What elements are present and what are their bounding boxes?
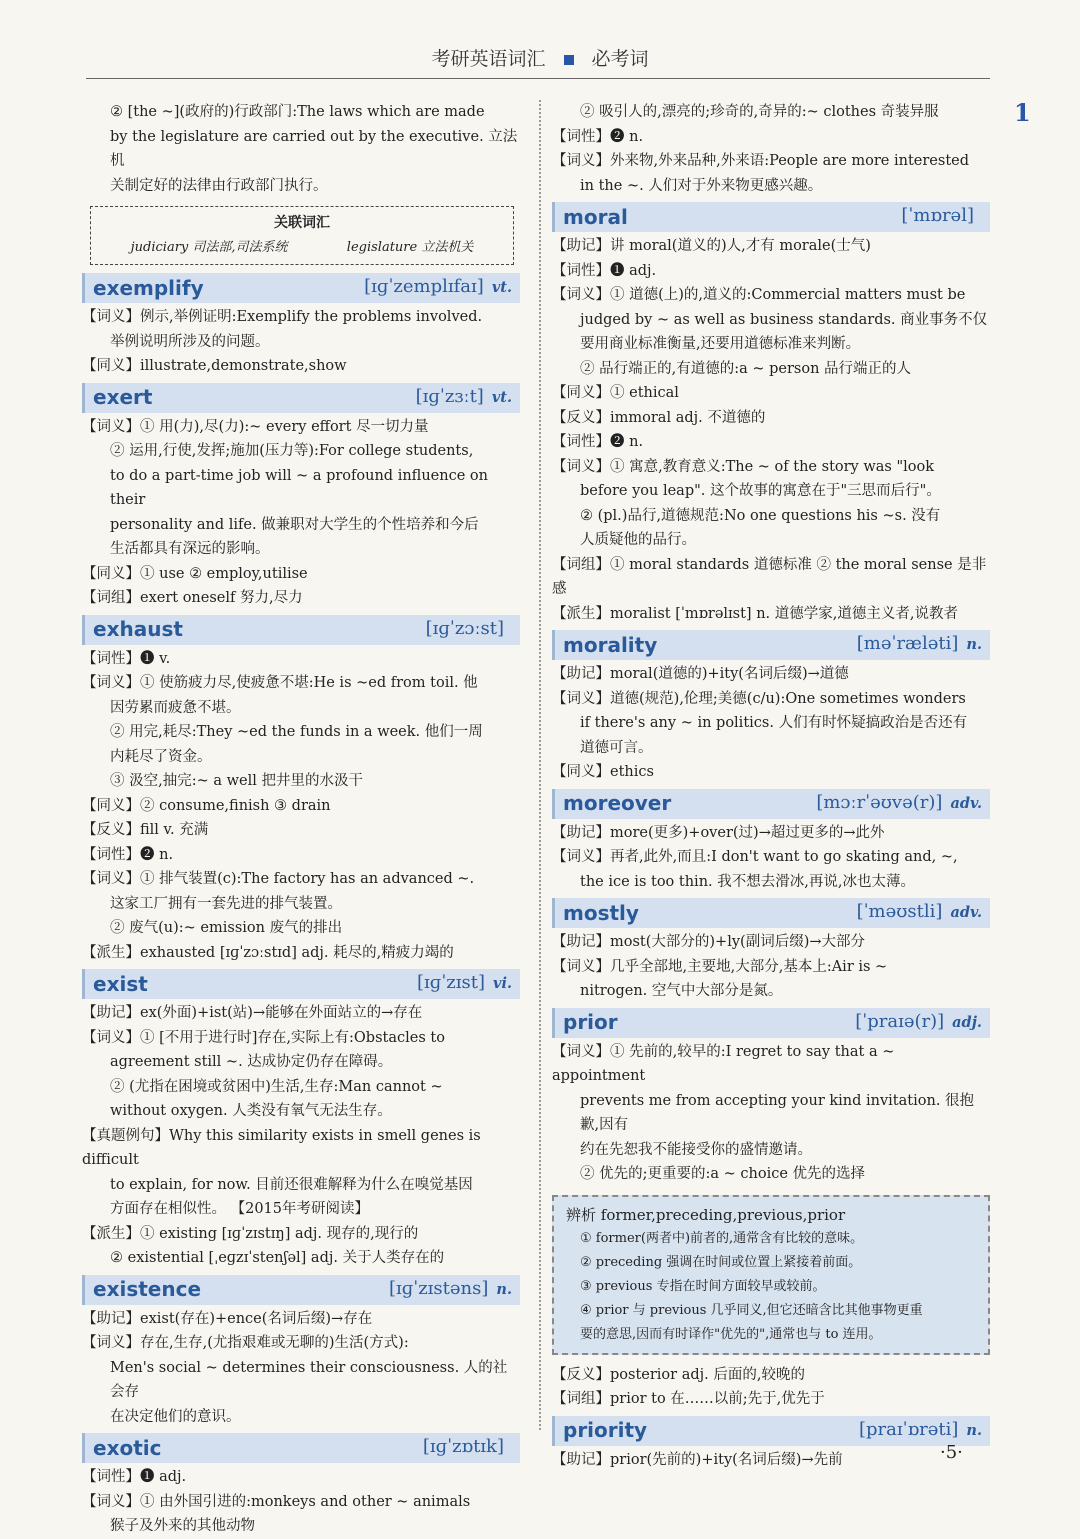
- related-vocab-box: [90, 206, 514, 265]
- book-title: 考研英语词汇: [431, 48, 546, 70]
- entry-header: [552, 789, 990, 819]
- entry-line: 【词义】外来物,外来品种,外来语:People are more interested: [552, 153, 970, 169]
- phonetic: [ɪɡˈzɜːt]: [415, 385, 484, 407]
- entry-line: 【派生】① existing [ɪɡˈzɪstɪŋ] adj. 现存的,现行的: [82, 1225, 419, 1242]
- part-of-speech: vt.: [491, 388, 512, 406]
- entry-line: ② 吸引人的,漂亮的;珍奇的,奇异的:~ clothes 奇装异服: [580, 104, 939, 120]
- entry-line: 方面存在相似性。 【2015年考研阅读】: [110, 1201, 370, 1217]
- entry-line: 【词性】❶ v.: [82, 650, 171, 667]
- phonetic: [ɪɡˈzemplɪfaɪ]: [364, 276, 484, 298]
- entry-line: ② 优先的;更重要的:a ~ choice 优先的选择: [580, 1166, 866, 1182]
- entry-line: 【反义】immoral adj. 不道德的: [552, 409, 766, 426]
- entry-line: 【派生】exhausted [ɪɡˈzɔːstɪd] adj. 耗尽的,精疲力竭的: [82, 944, 454, 961]
- part-of-speech: n.: [496, 1280, 512, 1298]
- entry-line: 举例说明所涉及的问题。: [110, 333, 270, 350]
- entry-line: 【词组】prior to 在……以前;先于,优先于: [552, 1391, 825, 1407]
- right-column: [552, 100, 990, 1472]
- entry-line: 【同义】illustrate,demonstrate,show: [82, 358, 347, 374]
- entry-line: 【助记】most(大部分的)+ly(副词后缀)→大部分: [552, 934, 866, 950]
- entry-line: ② 用完,耗尽:They ~ed the funds in a week. 他们一周: [110, 724, 483, 740]
- entry-line: ② (pl.)品行,道德规范:No one questions his ~s. 没有: [580, 507, 941, 524]
- analysis-item: ② preceding 强调在时间或位置上紧接着前面。: [580, 1254, 862, 1270]
- part-of-speech: adv.: [950, 794, 982, 812]
- entry-line: 【助记】more(更多)+over(过)→超过更多的→此外: [552, 824, 885, 841]
- right-entries-b: [552, 1416, 990, 1473]
- entry-line: ② 品行端正的,有道德的:a ~ person 品行端正的人: [580, 360, 912, 377]
- entry-line: personality and life. 做兼职对大学生的个性培养和今后: [110, 516, 479, 533]
- analysis-item: ① former(两者中)前者的,通常含有比较的意味。: [580, 1230, 864, 1246]
- entry-line: 因劳累而疲惫不堪。: [110, 699, 241, 716]
- entry-line: 【词义】① 由外国引进的:monkeys and other ~ animals: [82, 1493, 471, 1510]
- entry-line: 这家工厂拥有一套先进的排气装置。: [110, 895, 342, 912]
- analysis-item: ③ previous 专指在时间方面较早或较前。: [580, 1278, 826, 1294]
- after-analysis: [552, 1363, 990, 1412]
- headword: exist: [93, 971, 148, 996]
- entry-line: 【助记】ex(外面)+ist(站)→能够在外面站立的→存在: [82, 1005, 423, 1021]
- analysis-box: [552, 1195, 990, 1355]
- headword: morality: [563, 632, 658, 657]
- headword: exert: [93, 385, 153, 410]
- analysis-title: 辨析 former,preceding,previous,prior: [566, 1205, 846, 1224]
- left-intro: [82, 100, 520, 198]
- related-item: legislature 立法机关: [346, 239, 474, 255]
- part-of-speech: n.: [966, 636, 982, 654]
- page-header: [0, 44, 1080, 71]
- entry-line: 【词组】① moral standards 道德标准 ② the moral sense 是非感: [552, 556, 987, 597]
- phonetic: [ɪɡˈzɪstəns]: [388, 1277, 489, 1299]
- headword: mostly: [563, 900, 639, 925]
- entry-header: [82, 615, 520, 645]
- entry-line: prevents me from accepting your kind invitation. 很抱歉,因有: [580, 1092, 975, 1133]
- entry-line: 【助记】exist(存在)+ence(名词后缀)→存在: [82, 1310, 373, 1327]
- entry-line: 人质疑他的品行。: [580, 532, 696, 548]
- entry-header: [552, 898, 990, 928]
- related-vocab-title: 关联词汇: [274, 215, 330, 231]
- headword: priority: [563, 1418, 648, 1443]
- entry-line: 【反义】fill v. 充满: [82, 822, 209, 838]
- headword: exhaust: [93, 617, 183, 642]
- headword: exotic: [93, 1435, 162, 1460]
- headword: moral: [563, 204, 628, 229]
- entry-line: to explain, for now. 目前还很难解释为什么在嗅觉基因: [110, 1176, 473, 1193]
- entry-line: ② 废气(u):~ emission 废气的排出: [110, 920, 343, 936]
- phonetic: [ˈmɒrəl]: [901, 205, 974, 227]
- entry-line: 【词性】❷ n.: [552, 434, 644, 450]
- entry-line: agreement still ~. 达成协定仍存在障碍。: [110, 1054, 393, 1070]
- entry-line: 在决定他们的意识。: [110, 1408, 241, 1425]
- entry-line: 【同义】ethics: [552, 764, 654, 780]
- entry-line: 【词义】① 使筋疲力尽,使疲惫不堪:He is ~ed from toil. 他: [82, 675, 478, 691]
- entry-line: without oxygen. 人类没有氧气无法生存。: [110, 1103, 392, 1119]
- entry-line: 【词组】exert oneself 努力,尽力: [82, 590, 303, 606]
- page-number: ·5·: [940, 1442, 963, 1463]
- right-entries: [552, 202, 990, 1187]
- part-of-speech: vt.: [491, 279, 512, 297]
- headword: exemplify: [93, 275, 204, 300]
- entry-line: 【词义】① 先前的,较早的:I regret to say that a ~ appointment: [552, 1043, 895, 1084]
- entry-line: Men's social ~ determines their consciousness. 人的社会存: [110, 1359, 508, 1400]
- entry-line: 内耗尽了资金。: [110, 748, 212, 765]
- analysis-item: ④ prior 与 previous 几乎同义,但它还暗含比其他事物更重: [580, 1302, 923, 1318]
- entry-line: 【反义】posterior adj. 后面的,较晚的: [552, 1366, 805, 1383]
- entry-line: if there's any ~ in politics. 人们有时怀疑搞政治是否还有: [580, 715, 968, 731]
- entry-line: 【词义】① [不用于进行时]存在,实际上有:Obstacles to: [82, 1029, 445, 1046]
- entry-line: 【词义】再者,此外,而且:I don't want to go skating and, ~,: [552, 849, 958, 865]
- phonetic: [mɔːrˈəʊvə(r)]: [816, 791, 943, 813]
- phonetic: [ˈpraɪə(r)]: [855, 1010, 945, 1032]
- phonetic: [məˈræləti]: [856, 633, 959, 655]
- entry-line: 【助记】moral(道德的)+ity(名词后缀)→道德: [552, 666, 849, 682]
- entry-line: 约在先恕我不能接受你的盛情邀请。: [580, 1141, 812, 1158]
- entry-line: 【同义】① use ② employ,utilise: [82, 565, 308, 582]
- entry-line: 【词性】❶ adj.: [82, 1469, 187, 1485]
- entry-line: by the legislature are carried out by the executive. 立法机: [110, 128, 518, 169]
- entry-line: ② [the ~](政府的)行政部门:The laws which are made: [110, 104, 485, 120]
- entry-line: ② 运用,行使,发挥;施加(压力等):For college students,: [110, 443, 474, 459]
- phonetic: [praɪˈɒrəti]: [859, 1418, 959, 1440]
- entry-line: 【词义】几乎全部地,主要地,大部分,基本上:Air is ~: [552, 958, 888, 975]
- related-item: judiciary 司法部,司法系统: [130, 239, 288, 255]
- phonetic: [ˈməʊstli]: [856, 901, 943, 923]
- entry-line: 关制定好的法律由行政部门执行。: [110, 177, 328, 194]
- entry-line: 【词义】例示,举例证明:Exemplify the problems involved.: [82, 309, 483, 325]
- entry-line: 生活都具有深远的影响。: [110, 541, 270, 557]
- entry-header: [552, 202, 990, 232]
- phonetic: [ɪɡˈzɔːst]: [425, 617, 504, 639]
- entry-line: 【词义】① 寓意,教育意义:The ~ of the story was "look: [552, 458, 935, 475]
- entry-line: 【词义】① 用(力),尽(力):~ every effort 尽一切力量: [82, 418, 429, 435]
- entry-line: 【词义】存在,生存,(尤指艰难或无聊的)生活(方式):: [82, 1335, 409, 1351]
- analysis-item: 要的意思,因而有时译作"优先的",通常也与 to 连用。: [580, 1326, 882, 1342]
- part-of-speech: adv.: [950, 904, 982, 922]
- entry-line: 【词性】❷ n.: [552, 128, 644, 145]
- entry-line: 【派生】moralist [ˈmɒrəlɪst] n. 道德学家,道德主义者,说教者: [552, 605, 958, 622]
- phonetic: [ɪɡˈzɒtɪk]: [422, 1436, 504, 1458]
- entry-header: [82, 383, 520, 413]
- entry-header: [552, 1008, 990, 1038]
- entry-line: 【助记】prior(先前的)+ity(名词后缀)→先前: [552, 1451, 843, 1468]
- entry-line: 【助记】讲 moral(道义的)人,才有 morale(士气): [552, 238, 871, 254]
- headword: prior: [563, 1010, 618, 1035]
- entry-line: 【词义】道德(规范),伦理;美德(c/u):One sometimes wonders: [552, 690, 966, 707]
- entry-header: [82, 969, 520, 999]
- entry-line: 【同义】① ethical: [552, 385, 679, 401]
- entry-line: 要用商业标准衡量,还要用道德标准来判断。: [580, 336, 861, 352]
- part-of-speech: adj.: [952, 1013, 982, 1031]
- entry-line: before you leap". 这个故事的寓意在于"三思而后行"。: [580, 483, 941, 499]
- left-column: [82, 100, 520, 1539]
- entry-line: ③ 汲空,抽完:~ a well 把井里的水汲干: [110, 773, 363, 789]
- headword: existence: [93, 1277, 202, 1302]
- entry-line: 猴子及外来的其他动物: [110, 1518, 255, 1534]
- right-intro: [552, 100, 990, 198]
- entry-line: 【词义】① 道德(上)的,道义的:Commercial matters must be: [552, 287, 966, 303]
- entry-line: ② existential [ˌeɡzɪˈstenʃəl] adj. 关于人类存在的: [110, 1250, 445, 1266]
- entry-line: 道德可言。: [580, 739, 653, 756]
- entry-line: the ice is too thin. 我不想去滑冰,再说,冰也太薄。: [580, 873, 915, 890]
- entry-header: [552, 1416, 990, 1446]
- header-rule: [86, 78, 990, 79]
- entry-line: in the ~. 人们对于外来物更感兴趣。: [580, 177, 823, 194]
- entry-header: [82, 273, 520, 303]
- entry-header: [82, 1433, 520, 1463]
- entry-line: 【词义】① 排气装置(c):The factory has an advanced ~.: [82, 871, 475, 887]
- part-of-speech: vi.: [493, 975, 512, 993]
- entry-line: 【词性】❶ adj.: [552, 262, 657, 279]
- entry-header: [82, 1275, 520, 1305]
- phonetic: [ɪɡˈzɪst]: [417, 972, 486, 994]
- square-icon: [564, 55, 574, 65]
- headword: moreover: [563, 791, 672, 816]
- entry-line: nitrogen. 空气中大部分是氮。: [580, 983, 783, 999]
- entry-line: judged by ~ as well as business standards. 商业事务不仅: [580, 311, 988, 328]
- chapter-number: 1: [1014, 98, 1031, 127]
- entry-line: 【真题例句】Why this similarity exists in smell genes is difficult: [82, 1127, 481, 1168]
- entry-line: ② (尤指在困境或贫困中)生活,生存:Man cannot ~: [110, 1078, 443, 1095]
- column-divider: [539, 100, 541, 1430]
- entry-line: 【词性】❷ n.: [82, 846, 174, 863]
- entry-line: to do a part-time job will ~ a profound influence on their: [110, 467, 488, 508]
- entry-line: 【同义】② consume,finish ③ drain: [82, 797, 331, 814]
- left-entries: [82, 273, 520, 1539]
- section-title: 必考词: [591, 48, 649, 70]
- entry-header: [552, 630, 990, 660]
- part-of-speech: n.: [966, 1421, 982, 1439]
